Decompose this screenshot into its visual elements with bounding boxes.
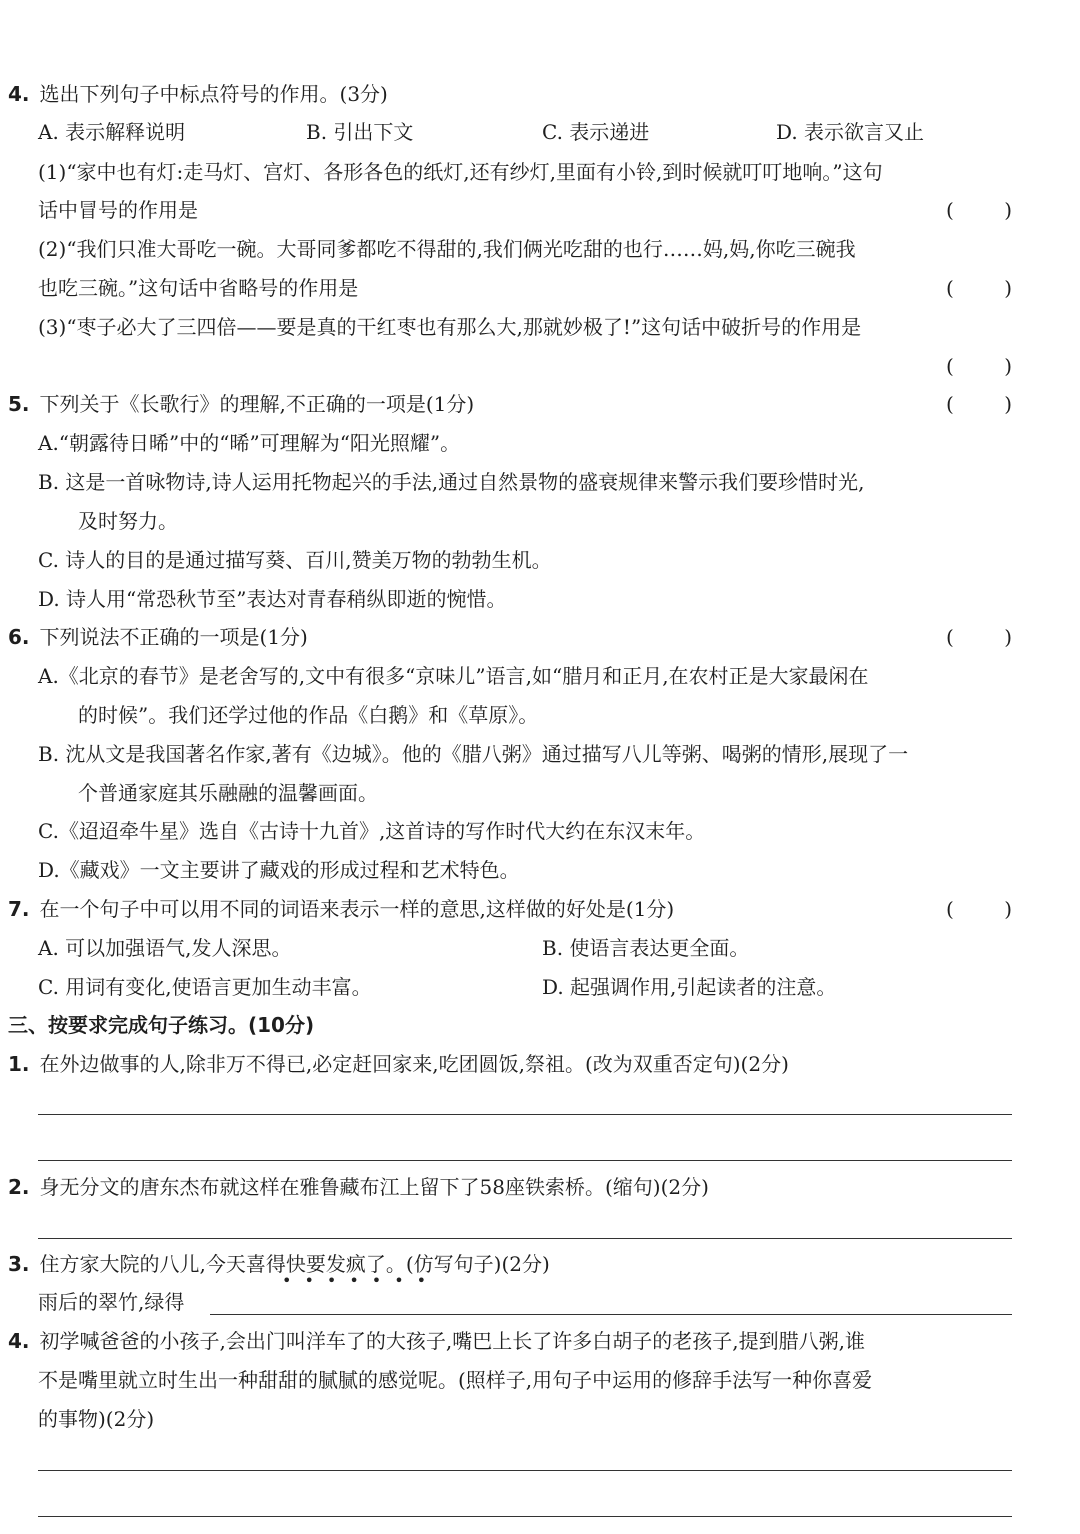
q5-option-c: C. 诗人的目的是通过描写葵、百川,赞美万物的勃勃生机。	[38, 548, 552, 572]
q5-option-b-line2: 及时努力。	[78, 509, 178, 533]
q7-option-a: A. 可以加强语气,发人深思。	[38, 936, 292, 960]
q6-option-a-line1: A.《北京的春节》是老舍写的,文中有很多“京味儿”语言,如“腊月和正月,在农村正是大家最闲在	[38, 664, 869, 688]
q6-option-d: D.《藏戏》一文主要讲了藏戏的形成过程和艺术特色。	[38, 858, 520, 882]
s3-q4-answer-line-1[interactable]	[38, 1470, 1012, 1471]
s3-q3-answer-line[interactable]	[210, 1314, 1012, 1315]
answer-blank-q4-3[interactable]: ( )	[946, 354, 1012, 378]
s3-q2-answer-line[interactable]	[38, 1238, 1012, 1239]
s3-q2-text: 2. 身无分文的唐东杰布就这样在雅鲁藏布江上留下了58座铁索桥。(缩句)(2分)	[8, 1175, 709, 1199]
q5-title: 5. 下列关于《长歌行》的理解,不正确的一项是(1分)	[8, 392, 475, 416]
emphasis-dots: •••••••	[282, 1271, 440, 1290]
q4-s2-line1: (2)“我们只准大哥吃一碗。大哥同爹都吃不得甜的,我们俩光吃甜的也行……妈,妈,你吃三碗我	[38, 237, 856, 261]
q5-option-b-line1: B. 这是一首咏物诗,诗人运用托物起兴的手法,通过自然景物的盛衰规律来警示我们要珍惜时光,	[38, 470, 865, 494]
q4-s1-line2: 话中冒号的作用是	[38, 198, 198, 222]
s3-q3-text: 3. 住方家大院的八儿,今天喜得快要发疯了。(仿写句子)(2分)	[8, 1252, 550, 1276]
q7-option-c: C. 用词有变化,使语言更加生动丰富。	[38, 975, 372, 999]
q5-option-d: D. 诗人用“常恐秋节至”表达对青春稍纵即逝的惋惜。	[38, 587, 507, 611]
q4-title: 4. 选出下列句子中标点符号的作用。(3分)	[8, 82, 388, 106]
s3-q1-answer-line-1[interactable]	[38, 1114, 1012, 1115]
q4-option-b: B. 引出下文	[306, 120, 414, 144]
answer-blank-q5[interactable]: ( )	[946, 392, 1012, 416]
s3-q4-answer-line-2[interactable]	[38, 1516, 1012, 1517]
q4-s3-line1: (3)“枣子必大了三四倍——要是真的干红枣也有那么大,那就妙极了!”这句话中破折号的作用是	[38, 315, 862, 339]
s3-q3-prompt: 雨后的翠竹,绿得	[38, 1290, 185, 1314]
s3-q1-answer-line-2[interactable]	[38, 1160, 1012, 1161]
q7-option-b: B. 使语言表达更全面。	[542, 936, 750, 960]
q6-title: 6. 下列说法不正确的一项是(1分)	[8, 625, 308, 649]
answer-blank-q7[interactable]: ( )	[946, 897, 1012, 921]
q6-option-a-line2: 的时候”。我们还学过他的作品《白鹅》和《草原》。	[78, 703, 539, 727]
q4-option-a: A. 表示解释说明	[38, 120, 186, 144]
section3-heading: 三、按要求完成句子练习。(10分)	[8, 1013, 315, 1037]
q7-option-d: D. 起强调作用,引起读者的注意。	[542, 975, 837, 999]
q4-option-d: D. 表示欲言又止	[776, 120, 925, 144]
s3-q4-line2: 不是嘴里就立时生出一种甜甜的腻腻的感觉呢。(照样子,用句子中运用的修辞手法写一种你喜爱	[38, 1368, 873, 1392]
answer-blank-q4-2[interactable]: ( )	[946, 276, 1012, 300]
answer-blank-q4-1[interactable]: ( )	[946, 198, 1012, 222]
s3-q4-line3: 的事物)(2分)	[38, 1407, 155, 1431]
q7-title: 7. 在一个句子中可以用不同的词语来表示一样的意思,这样做的好处是(1分)	[8, 897, 675, 921]
q5-option-a: A.“朝露待日晞”中的“晞”可理解为“阳光照耀”。	[38, 431, 461, 455]
s3-q4-line1: 4. 初学喊爸爸的小孩子,会出门叫洋车了的大孩子,嘴巴上长了许多白胡子的老孩子,提到腊八粥,谁	[8, 1329, 865, 1353]
q4-s2-line2: 也吃三碗。”这句话中省略号的作用是	[38, 276, 359, 300]
q4-option-c: C. 表示递进	[542, 120, 650, 144]
q6-option-b-line1: B. 沈从文是我国著名作家,著有《边城》。他的《腊八粥》通过描写八儿等粥、喝粥的情形,展现了一	[38, 742, 909, 766]
q6-option-b-line2: 个普通家庭其乐融融的温馨画面。	[78, 781, 378, 805]
answer-blank-q6[interactable]: ( )	[946, 625, 1012, 649]
s3-q1-text: 1. 在外边做事的人,除非万不得已,必定赶回家来,吃团圆饭,祭祖。(改为双重否定句)(2分)	[8, 1052, 789, 1076]
q4-s1-line1: (1)“家中也有灯:走马灯、宫灯、各形各色的纸灯,还有纱灯,里面有小铃,到时候就叮叮地响。”这句	[38, 160, 883, 184]
q6-option-c: C.《迢迢牵牛星》选自《古诗十九首》,这首诗的写作时代大约在东汉末年。	[38, 819, 706, 843]
